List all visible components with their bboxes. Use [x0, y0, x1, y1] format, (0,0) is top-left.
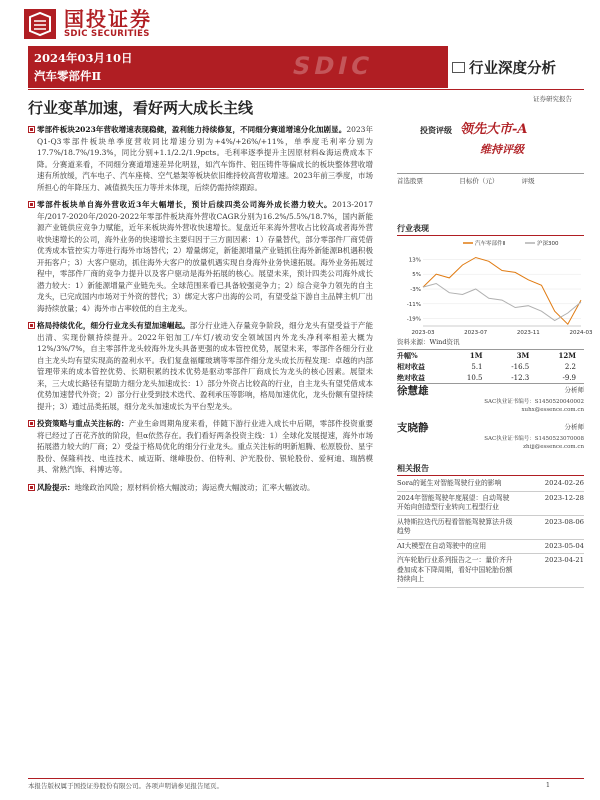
analyst-name: 徐慧雄: [397, 385, 429, 397]
table-header-cell: 升幅%: [397, 350, 418, 360]
analyst-cert: SAC执业证书编号：S1450523070008: [484, 436, 584, 442]
stock-col-rating: 评级: [521, 177, 535, 185]
legend-label: 沪深300: [537, 241, 559, 247]
footer-rule: [28, 778, 584, 779]
paragraph-3: [28, 320, 373, 412]
related-reports: [397, 477, 584, 588]
related-report-item[interactable]: [397, 516, 584, 540]
performance-rule: [397, 235, 584, 236]
related-report-item[interactable]: [397, 554, 584, 588]
report-date: 2024年03月10日: [34, 51, 133, 65]
chart-source: 资料来源：Wind资讯: [397, 338, 460, 346]
related-report-item[interactable]: [397, 492, 584, 516]
report-type: [452, 46, 584, 88]
related-rule: [397, 475, 584, 476]
analyst-title: 分析师: [564, 423, 584, 431]
footer-text: 本报告版权属于国投证券股份有限公司。各项声明请参见报告尾页。: [28, 782, 223, 790]
related-report-title: 汽车轮胎行业系列报告之一：量价齐升叠加成本下降周期，看好中国轮胎份额持续向上: [397, 556, 513, 583]
related-report-title: Sora的诞生对智能驾驶行业的影响: [397, 479, 502, 487]
research-dept: 证券研究报告: [533, 95, 572, 103]
x-tick-label: 2023-11: [516, 330, 540, 336]
table-cell: 2.2: [564, 362, 576, 371]
industry-name: 汽车零部件Ⅱ: [34, 69, 102, 83]
square-bullet-icon: [28, 322, 35, 329]
analyst-email[interactable]: xuhx@essence.com.cn: [521, 407, 584, 413]
paragraph-text: 地缘政治风险；原材料价格大幅波动；海运费大幅波动；汇率大幅波动。: [74, 482, 315, 492]
y-tick-label: -11%: [406, 301, 421, 308]
page-title: 行业变革加速，看好两大成长主线: [28, 99, 254, 117]
paragraph-lead: 零部件板块单自海外营收近3年大幅增长，预计后续四类公司海外成长潜力较大。: [37, 200, 333, 209]
analyst-cert: SAC执业证书编号：S1450520040002: [484, 399, 584, 405]
header-rule: [28, 89, 584, 90]
paragraph-text: 2013-2017年/2017-2020年/2020-2022年零部件板块海外营收CAGR分别为16.2%/5.5%/18.7%，国内新能源产业链供应竞争力赋能，近年来板块海外营收快速增长。复盘近年来海外营收占比较高或者海外营收快速增长的公司，海外业务的快速增长主要归因于三方面因素：1）存量替代，部分零部件厂商凭借优秀成本管控实力等进行海外市场替代；2）增量绑定，新能源增量产业链抓住海外新能源B机遇积极开拓客户；3）大客户驱动，抓住海外大客户的放量机遇实现自身海外业务快速拓展。海外业务拓展过程中，零部件厂商的竞争力提升以及客户驱动是海外拓展的核心。展望未来，预计四类公司海外成长潜力较大：1）新能源增量产业链先头。全球范围来看已具备较强竞争力；2）综合竞争力领先的自主龙头，已完成国内市场对于外资的替代；3）绑定大客户出海的公司，有望受益下游自主品牌主机厂出海持续放量；4）海外市占率较低的自主龙头。: [37, 200, 373, 313]
related-report-title: 2024年智能驾驶年度展望：自动驾驶开始向创造型行业转向工程型行业: [397, 493, 510, 511]
related-report-item[interactable]: [397, 477, 584, 492]
stock-col-stock: 首选股票: [397, 177, 423, 185]
paragraph-1: [28, 124, 373, 193]
paragraph-4: [28, 418, 373, 476]
analyst-1: [397, 383, 584, 414]
related-report-date: 2023-12-28: [544, 493, 584, 502]
related-report-date: 2023-04-21: [544, 556, 584, 564]
table-cell: 相对收益: [397, 361, 425, 371]
logo-name-en: SDIC SECURITIES: [64, 29, 150, 39]
stock-col-target: 目标价（元）: [459, 177, 499, 185]
table-cell: 绝对收益: [397, 372, 425, 382]
table-header-row: [397, 350, 584, 361]
analyst-2: [397, 420, 584, 451]
table-cell: -12.3: [511, 373, 530, 382]
square-bullet-icon: [28, 484, 35, 491]
paragraph-text: 部分行业进入存量竞争阶段，细分龙头有望受益于产能出清、实现份额持续提升。2022年铝加工/车灯/被动安全领域国内外龙头净利率相差大概为12%/3%/7%，自主零部件龙头较海外龙头具备更强的成本管控优势，展望未来，零部件各细分行业自主龙头均有望实现高的盈利水平。我们复盘福耀玻璃等零部件细分龙头成长历程发现：卓越的内部管理带来的成本管控优势、长期积累的技术优势是驱动零部件厂商成长为龙头的核心因素。展望未来，三大成长路径有望助力细分龙头加速成长：1）部分外资占比较高的行业，自主龙头有望凭借成本优势加速替代外资；2）部分行业受到技术迭代、盈利承压等影响，格局加速优化，龙头份额有望持续提升；3）通过品类拓展，细分龙头加速成长为平台型龙头。: [37, 321, 374, 411]
paragraph-lead: 格局持续优化，细分行业龙头有望加速崛起。: [37, 321, 190, 330]
table-cell: 10.5: [466, 373, 483, 382]
x-tick-label: 2024-03: [569, 330, 593, 336]
paragraph-lead: 零部件板块2023年营收增速表现稳健，盈利能力持续修复，不同细分赛道增速分化加剧显。: [37, 125, 347, 134]
company-logo: [22, 6, 152, 42]
table-cell: -16.5: [511, 362, 530, 371]
paragraph-lead: 风险提示：: [37, 482, 75, 492]
performance-title: 行业表现: [397, 223, 429, 233]
performance-chart: [397, 238, 593, 338]
rating-label: 投资评级: [420, 125, 452, 135]
rating-action: 维持评级: [480, 143, 524, 156]
table-header-cell: 12M: [558, 351, 576, 360]
y-tick-label: -3%: [410, 287, 421, 293]
table-header-cell: 1M: [469, 351, 483, 360]
paragraph-2: [28, 199, 373, 314]
analyst-name: 支晓静: [397, 422, 429, 434]
report-type-label: 行业深度分析: [469, 59, 556, 77]
related-report-date: 2023-05-04: [544, 541, 584, 550]
related-report-date: 2023-08-06: [544, 517, 584, 526]
related-reports-title: 相关报告: [397, 463, 429, 473]
rating-value: 领先大市-A: [460, 122, 528, 137]
stock-table-header: [397, 173, 584, 185]
table-row: [397, 361, 584, 372]
related-report-title: AI大模型在自动驾驶中的应用: [397, 541, 487, 550]
header-banner: [28, 46, 448, 88]
x-tick-label: 2023-03: [411, 330, 435, 336]
square-bullet-icon: [28, 126, 35, 133]
page-number: 1: [545, 781, 550, 789]
related-report-date: 2024-02-26: [544, 479, 584, 487]
logo-name-cn: 国投证券: [64, 7, 152, 31]
report-type-icon: [452, 62, 465, 73]
related-report-item[interactable]: [397, 540, 584, 555]
table-cell: -9.9: [562, 373, 576, 382]
sdic-logo-icon: [22, 7, 58, 41]
analyst-title: 分析师: [564, 386, 584, 394]
y-tick-label: 13%: [408, 257, 421, 264]
paragraph-text: 2023年Q1-Q3零部件板块单季度营收同比增速分别为+4%/+26%/+11%，单季度毛利率分别为17.7%/18.7%/19.3%，同比分别+1.1/2.2/1.9pcts。毛利率逐季提升主因原材料&海运费成本下降。分赛道来看，不同细分赛道增速差异化明显，如汽车饰件、铝压铸件等偏成长的板块整体营收增速有所放缓，汽车电子、汽车座椅、空气悬架等板块依旧维持较高营收增速。2023年前三季度，市场所担心的年降压力、减值损失压力等并未体现，后续仍需持续跟踪。: [37, 125, 374, 192]
legend-label: 汽车零部件Ⅱ: [475, 241, 506, 247]
square-bullet-icon: [28, 420, 35, 427]
y-tick-label: -19%: [406, 316, 421, 323]
analyst-email[interactable]: zhijj@essence.com.cn: [523, 444, 584, 450]
performance-table: [397, 349, 584, 384]
banner-watermark: SDIC: [290, 52, 376, 80]
y-tick-label: 5%: [412, 272, 421, 279]
table-header-cell: 3M: [516, 351, 530, 360]
paragraph-5: [28, 482, 373, 494]
table-cell: 5.1: [471, 362, 483, 371]
square-bullet-icon: [28, 201, 35, 208]
table-row: [397, 372, 584, 383]
main-body: [28, 124, 373, 499]
paragraph-lead: 投资策略与重点关注标的：: [37, 419, 129, 428]
x-tick-label: 2023-07: [464, 330, 488, 336]
investment-rating: [420, 118, 585, 157]
related-report-title: 从特斯拉迭代历程看智能驾驶算法升级趋势: [397, 517, 513, 535]
paragraph-text: 产业生命周期角度来看，伴随下游行业进入成长中后期，零部件投资重要将已经过了百花齐放的阶段，但α依然存在。我们看好两条投资主线：1）全球化发展提速，海外市场拓展潜力较大的厂商；2）受益于格局优化的细分行业龙头。重点关注标的明新旭腾、松原股份、星宇股份、保隆科技、电连技术、威迈斯、继峰股份、伯特利、沪光股份、银轮股份、爱柯迪、瑞鹄模具、常熟汽饰、科博达等。: [37, 419, 374, 474]
